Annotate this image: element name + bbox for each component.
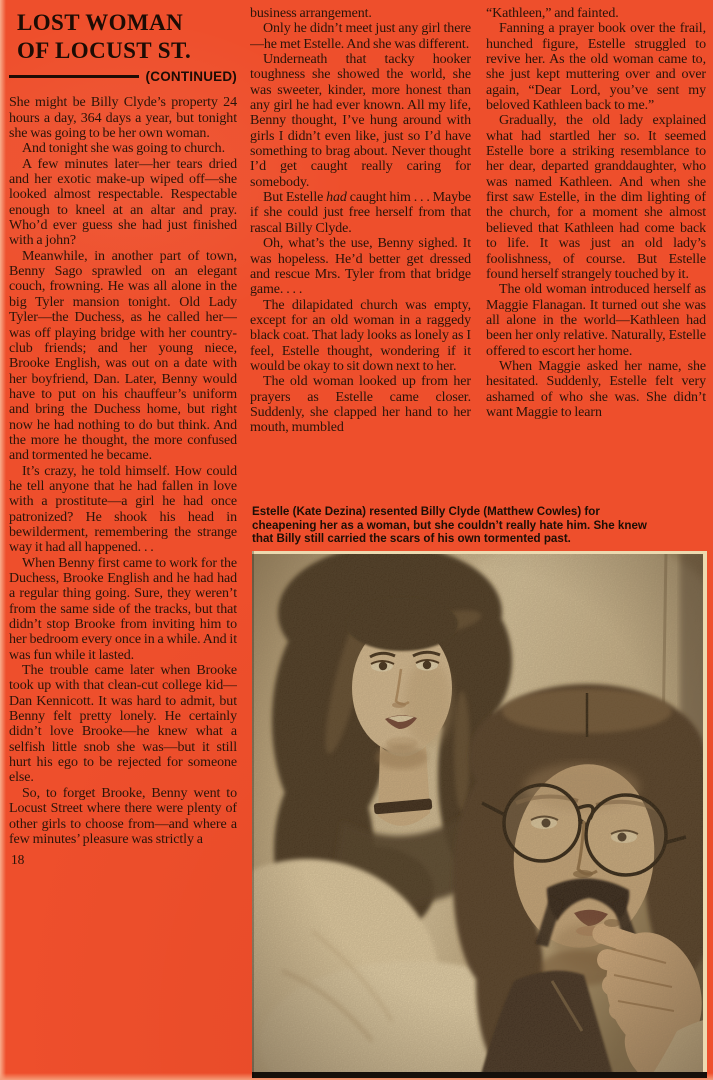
paragraph: Gradually, the old lady explained what had startled her so. It seemed Estelle bore a striking resemblance to her dear, departed granddaughter, who was named Kathleen. And when she first saw Estelle, in the dim lighting of the church, for a moment she almost believed that Kathleen had come back to life. It was just an old lady’s foolishness, of course. But Estelle found herself strangely touched by it. bbox=[486, 113, 706, 282]
paragraph: So, to forget Brooke, Benny went to Locust Street where there were plenty of other girls to choose from—and where a few minutes’ pleasure was strictly a bbox=[9, 785, 237, 847]
paragraph: She might be Billy Clyde’s property 24 hours a day, 364 days a year, but tonight she was going to be her own woman. bbox=[9, 95, 237, 142]
paragraph: It’s crazy, he told himself. How could he tell anyone that he had fallen in love with a prostitute—a girl he had once patronized? He shook his head in bewilderment, remembering the strange way it had all happened. . . bbox=[9, 463, 237, 556]
page-edge-left bbox=[0, 0, 6, 1080]
paragraph: “Kathleen,” and fainted. bbox=[486, 6, 619, 21]
paragraph: The old woman introduced herself as Maggie Flanagan. It turned out she was all alone in the world—Kathleen had been her only relative. Naturally, Estelle offered to escort her home. bbox=[486, 282, 706, 359]
column-1 bbox=[9, 9, 237, 1071]
continued-rule bbox=[9, 75, 139, 78]
paragraph: business arrangement. bbox=[250, 6, 372, 21]
paragraph: And tonight she was going to church. bbox=[22, 141, 225, 157]
article-header bbox=[9, 9, 237, 84]
page-number: 18 bbox=[11, 852, 25, 868]
continued-row bbox=[9, 69, 237, 84]
column-2-text bbox=[250, 6, 471, 503]
paragraph: The trouble came later when Brooke took up with that clean-cut college kid—Dan Kennicott. It was hard to admit, but Benny felt pretty lonely. He certainly didn’t love Brooke—he knew what a selfish little snob she was—but it still hurt his ego to be rejected for someone else. bbox=[9, 663, 237, 786]
paragraph: But Estelle had caught him . . . Maybe if she could just free herself from that rascal Billy Clyde. bbox=[250, 190, 471, 236]
continued-label: (CONTINUED) bbox=[145, 69, 237, 84]
paragraph: When Maggie asked her name, she hesitated. Suddenly, Estelle felt very ashamed of who she was. She didn’t want Maggie to learn bbox=[486, 358, 706, 420]
paragraph: When Benny first came to work for the Duchess, Brooke English and he had had a regular thing going. Sure, they weren’t from the same side of the tracks, but that didn’t stop Brooke from inviting him to her bedroom every once in a while. And it was fun while it lasted. bbox=[9, 555, 237, 663]
paragraph: A few minutes later—her tears dried and her exotic make-up wiped off—she looked almost respectable. Respectable enough to kneel at an altar and pray. Who’d ever guess she had just finished with a john? bbox=[9, 156, 237, 249]
paragraph: Oh, what’s the use, Benny sighed. It was hopeless. He’d better get dressed and rescue Mrs. Tyler from that bridge game. . . . bbox=[250, 236, 471, 298]
photo-grain bbox=[252, 551, 707, 1078]
paragraph: Only he didn’t meet just any girl there—he met Estelle. And she was different. bbox=[250, 21, 471, 52]
column-1-text bbox=[9, 95, 237, 847]
paragraph: Underneath that tacky hooker toughness she showed the world, she was sweeter, kinder, more honest than any girl he had ever known. All my life, Benny thought, I’ve hung around with girls I didn’t even like, just so I’d have something to brag about. Never thought I’d get caught really caring for somebody. bbox=[250, 52, 471, 190]
paragraph: Meanwhile, in another part of town, Benny Sago sprawled on an elegant couch, frowning. He was all alone in the big Tyler mansion tonight. Old Lady Tyler—the Duchess, as he called her—was off playing bridge with her country-club friends; and her young niece, Brooke English, was out on a date with her boyfriend, Dan. Later, Benny would have to put on his chauffeur’s uniform and bring the Duchess home, but right now he had nothing to do but think. And the more he thought, the more confused and tormented he became. bbox=[9, 248, 237, 464]
article-title-line1: LOST WOMAN bbox=[17, 10, 184, 35]
photo bbox=[252, 551, 707, 1078]
paragraph: The dilapidated church was empty, except for an old woman in a raggedy black coat. That lady looks as lonely as I feel, Estelle thought, wondering if it would be okay to sit down next to her. bbox=[250, 297, 471, 374]
photo-caption: Estelle (Kate Dezina) resented Billy Clyde (Matthew Cowles) for cheapening her as a woman, but she couldn’t really hate him. She knew that Billy still carried the scars of his own tormented past. bbox=[252, 505, 647, 546]
paragraph: Fanning a prayer book over the frail, hunched figure, Estelle struggled to revive her. As the old woman came to, she just kept muttering over and over again, “Dear Lord, you’ve sent my beloved Kathleen back to me.” bbox=[486, 21, 706, 114]
paragraph: The old woman looked up from her prayers as Estelle came closer. Suddenly, she clapped her hand to her mouth, mumbled bbox=[250, 374, 471, 436]
photo-illustration bbox=[252, 551, 707, 1078]
article-title-line2: OF LOCUST ST. bbox=[17, 37, 192, 63]
article-title bbox=[9, 9, 237, 64]
column-3-text bbox=[486, 6, 706, 505]
